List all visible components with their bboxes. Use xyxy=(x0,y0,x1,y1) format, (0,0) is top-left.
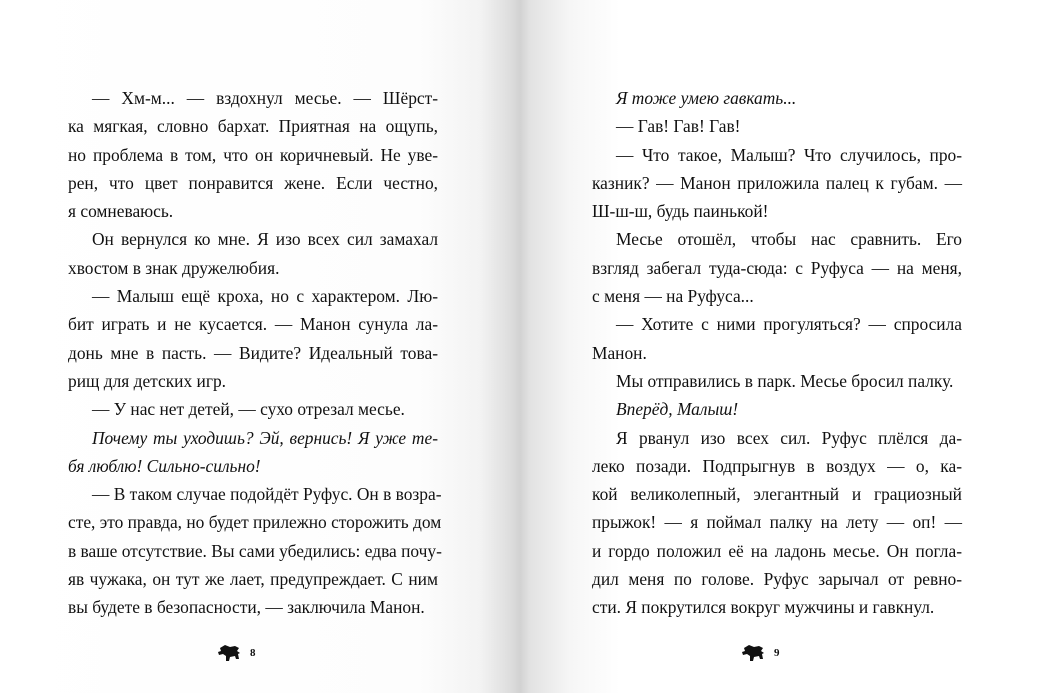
text-line: Манон. xyxy=(592,342,647,363)
text-line: Мы отправились в парк. Месье бросил палку. xyxy=(616,370,954,391)
dog-icon xyxy=(216,642,244,664)
text-line: вы будете в безопасности, — заключила Манон. xyxy=(68,597,425,618)
text-line: — Гав! Гав! Гав! xyxy=(616,116,741,137)
text-line: рищ для детских игр. xyxy=(68,370,226,391)
text-line: кой великолепный, элегантный и грациозный xyxy=(592,484,962,505)
text-line: донь мне в пасть. — Видите? Идеальный това- xyxy=(68,342,438,363)
text-line: ка мягкая, словно бархат. Приятная на ощупь, xyxy=(68,116,438,137)
text-line: — У нас нет детей, — сухо отрезал месье. xyxy=(92,399,405,420)
text-line: Я тоже умею гавкать... xyxy=(616,88,797,108)
text-line: — Хотите с ними прогуляться? — спросила xyxy=(616,314,962,335)
text-line: я сомневаюсь. xyxy=(68,201,174,222)
text-line: прыжок! — я поймал палку на лету — оп! — xyxy=(592,512,962,533)
text-line: сте, это правда, но будет прилежно сторожить дом xyxy=(68,512,442,533)
left-page-footer xyxy=(216,641,256,665)
text-line: казник? — Манон приложила палец к губам. — xyxy=(592,172,962,193)
text-line: Месье отошёл, чтобы нас сравнить. Его xyxy=(616,229,962,250)
text-line: бя люблю! Сильно-сильно! xyxy=(68,455,261,476)
text-line: сти. Я покрутился вокруг мужчины и гавкнул. xyxy=(592,597,935,618)
text-line: — В таком случае подойдёт Руфус. Он в возра- xyxy=(92,484,442,505)
text-line: — Малыш ещё кроха, но с характером. Лю- xyxy=(92,286,438,307)
text-line: — Что такое, Малыш? Что случилось, про- xyxy=(616,144,962,165)
right-page xyxy=(592,84,962,622)
text-line: леко позади. Подпрыгнув в воздух — о, ка- xyxy=(592,455,962,476)
text-line: взгляд забегал туда-сюда: с Руфуса — на меня, xyxy=(592,257,962,278)
left-page xyxy=(68,84,442,622)
text-line: с меня — на Руфуса... xyxy=(592,286,754,307)
text-line: рен, что цвет понравится жене. Если честно, xyxy=(68,172,438,193)
text-line: хвостом в знак дружелюбия. xyxy=(68,257,280,278)
text-line: Ш-ш-ш, будь паинькой! xyxy=(592,201,769,222)
text-line: Почему ты уходишь? Эй, вернись! Я уже те- xyxy=(92,427,438,448)
text-line: Он вернулся ко мне. Я изо всех сил замахал xyxy=(92,229,438,250)
page-number: 9 xyxy=(774,647,780,659)
text-line: дил меня по голове. Руфус зарычал от ревно- xyxy=(592,569,962,590)
right-page-footer xyxy=(740,641,780,665)
text-line: — Хм-м... — вздохнул месье. — Шёрст- xyxy=(92,88,438,108)
text-line: бит играть и не кусается. — Манон сунула ла- xyxy=(68,314,438,335)
text-line: Вперёд, Малыш! xyxy=(616,399,739,420)
text-line: и гордо положил её на ладонь месье. Он погла- xyxy=(592,540,962,561)
text-line: Я рванул изо всех сил. Руфус плёлся да- xyxy=(616,427,962,448)
text-line: но проблема в том, что он коричневый. Не уве- xyxy=(68,144,438,165)
text-line: в ваше отсутствие. Вы сами убедились: едва почу- xyxy=(68,540,442,561)
page-number: 8 xyxy=(250,647,256,659)
text-line: яв чужака, он тут же лает, предупреждает. С ним xyxy=(68,569,438,590)
dog-icon xyxy=(740,642,768,664)
